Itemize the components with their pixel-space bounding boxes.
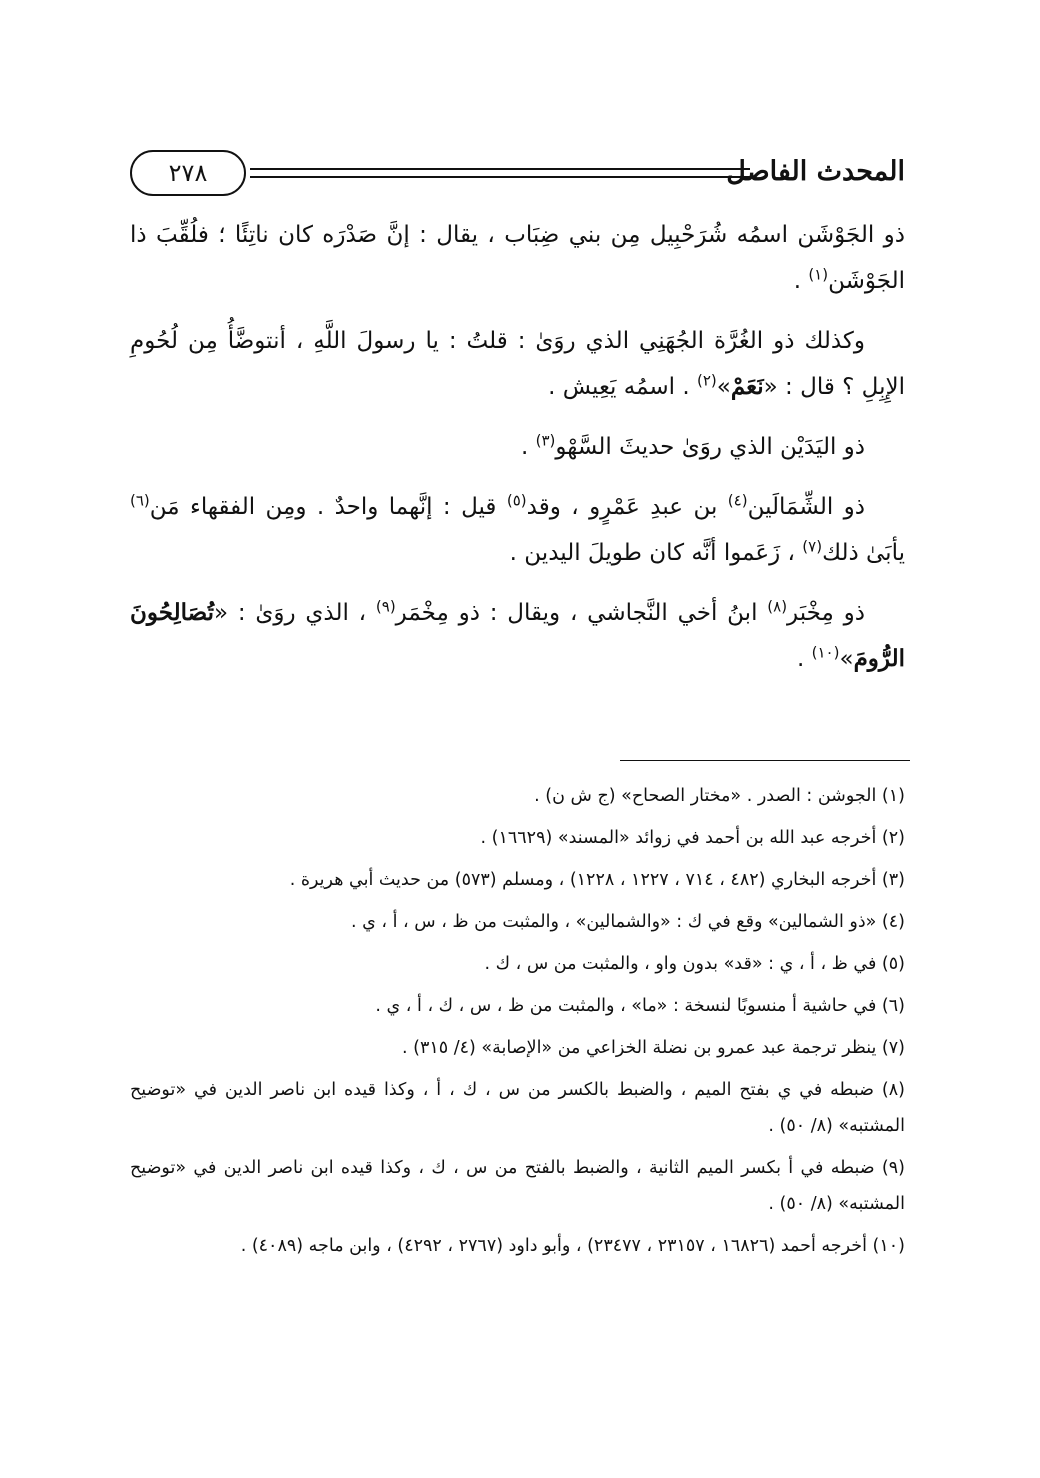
footnote-ref-8: (٨) — [767, 597, 788, 616]
paragraph-tail: . — [793, 268, 809, 294]
paragraph-text: ذو مِخْبَر — [787, 600, 865, 626]
hadith-quote-naam: نَعَمْ — [730, 373, 764, 400]
footnote: (٢) أخرجه عبد الله بن أحمد في زوائد «المسند» (١٦٦٢٩) . — [480, 828, 905, 848]
paragraph-text: بن عبدِ عَمْرٍو ، وقد — [526, 494, 728, 520]
paragraph-text: يأبَىٰ ذلك — [822, 540, 905, 566]
running-title: المحدث الفاصل — [726, 156, 905, 187]
paragraph-text: قيل : إنَّهما واحدٌ . ومِن الفقهاء مَن — [149, 494, 507, 520]
closing-quote: » — [839, 646, 854, 672]
paragraph-text: ذو اليَدَيْن الذي روَىٰ حديثَ السَّهْو — [555, 434, 865, 460]
paragraph-text: ذو الشِّمَالَين — [747, 494, 866, 520]
paragraph-text: ، زَعَموا أنَّه كان طويلَ اليدين . — [509, 540, 803, 566]
footnote: (١) الجوشن : الصدر . «مختار الصحاح» (ج ش ن) . — [534, 786, 905, 806]
paragraph-5 — [130, 590, 905, 682]
footnote-ref-4: (٤) — [727, 491, 748, 510]
paragraph-text: ابنُ أخي النَّجاشي ، ويقال : ذو مِخْمَر — [395, 600, 768, 626]
paragraph-tail: . — [521, 434, 536, 460]
footnote-ref-7: (٧) — [802, 537, 823, 556]
footnote-ref-1: (١) — [808, 265, 829, 284]
footnote-separator — [620, 760, 910, 761]
footnote: (٩) ضبطه في أ بكسر الميم الثانية ، والضبط بالفتح من س ، ك ، وكذا قيده ابن ناصر الدين في «توضيح المشتبه» (٨/ ٥٠) . — [130, 1158, 905, 1214]
page-number: ٢٧٨ — [130, 150, 246, 196]
closing-quote: » — [716, 374, 731, 400]
paragraph-2 — [130, 318, 905, 410]
footnote: (٣) أخرجه البخاري (٤٨٢ ، ٧١٤ ، ١٢٢٧ ، ١٢٢٨) ، ومسلم (٥٧٣) من حديث أبي هريرة . — [289, 870, 905, 890]
footnote-ref-10: (١٠) — [811, 643, 840, 662]
header-double-rule — [250, 168, 750, 178]
paragraph-text: ذو الجَوْشَن اسمُه شُرَحْبِيل مِن بني ضِبَاب ، يقال : إنَّ صَدْرَه كان ناتِئًا ؛ فلُقِّبَ ذا الجَوْشَن — [130, 222, 905, 294]
hadith-quote-rum: تُصَالِحُونَ الرُّومَ — [130, 599, 905, 672]
paragraph-tail: . — [797, 646, 812, 672]
footnote-ref-9: (٩) — [375, 597, 396, 616]
footnote-ref-5: (٥) — [506, 491, 527, 510]
paragraph-text: وكذلك ذو الغُرَّة الجُهَنِي الذي روَىٰ : قلتُ : يا رسولَ اللَّهِ ، أنتوضَّأُ مِن لُحُومِ الإِبِلِ ؟ قال : « — [130, 328, 905, 400]
paragraph-3 — [130, 424, 905, 470]
footnote: (٧) ينظر ترجمة عبد عمرو بن نضلة الخزاعي من «الإصابة» (٤/ ٣١٥) . — [402, 1038, 905, 1058]
footnote: (٤) «ذو الشمالين» وقع في ك : «والشمالين» ، والمثبت من ظ ، س ، أ ، ي . — [351, 912, 905, 932]
paragraph-1 — [130, 212, 905, 304]
footnote: (٨) ضبطه في ي بفتح الميم ، والضبط بالكسر من س ، ك ، أ ، وكذا قيده ابن ناصر الدين في «توضيح المشتبه» (٨/ ٥٠) . — [130, 1080, 905, 1136]
footnote: (١٠) أخرجه أحمد (١٦٨٢٦ ، ٢٣١٥٧ ، ٢٣٤٧٧) ، وأبو داود (٢٧٦٧ ، ٤٢٩٢) ، وابن ماجه (٤٠٨٩) . — [240, 1236, 905, 1256]
paragraph-4 — [130, 484, 905, 576]
paragraph-tail: . اسمُه يَعِيش . — [548, 374, 697, 400]
paragraph-text: ، الذي روَىٰ : « — [213, 600, 376, 626]
footnote-ref-2: (٢) — [697, 371, 717, 390]
footnote: (٦) في حاشية أ منسوبًا لنسخة : «ما» ، والمثبت من ظ ، س ، ك ، أ ، ي . — [375, 996, 905, 1016]
main-text — [130, 212, 905, 696]
footnotes — [130, 778, 905, 1270]
footnote: (٥) في ظ ، أ ، ي : «قد» بدون واو ، والمثبت من س ، ك . — [484, 954, 905, 974]
footnote-ref-6: (٦) — [130, 491, 150, 510]
footnote-ref-3: (٣) — [535, 431, 556, 450]
page-header — [130, 150, 905, 200]
